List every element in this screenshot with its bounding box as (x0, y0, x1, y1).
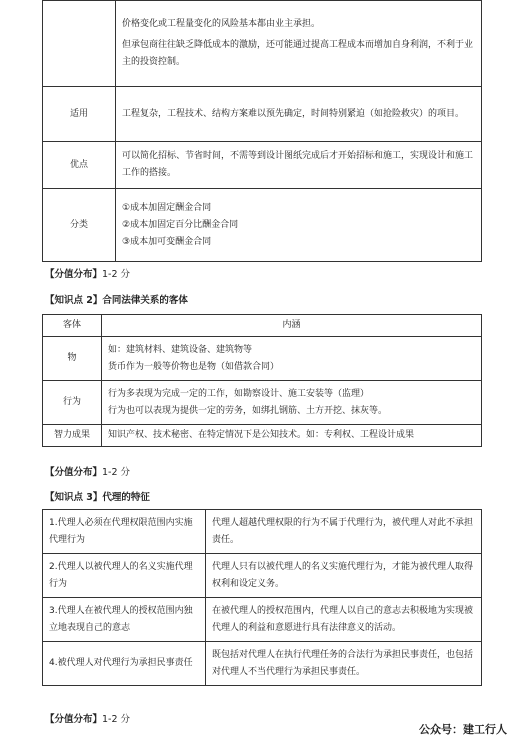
row-label: 物 (43, 337, 102, 381)
row-content (116, 1, 482, 87)
feature-cell: 4.被代理人对代理行为承担民事责任 (43, 642, 206, 686)
score-value: 1-2 分 (102, 714, 131, 725)
score-value: 1-2 分 (102, 467, 131, 478)
table-row (43, 87, 482, 142)
content-line: 价格变化或工程量变化的风险基本都由业主承担。 (122, 19, 321, 29)
explanation-cell: 在被代理人的授权范围内，代理人以自己的意志去积极地为实现被代理人的利益和意愿进行具有法律意义的活动。 (206, 598, 482, 642)
table-row (43, 598, 482, 642)
agency-features-table (42, 509, 482, 686)
column-header: 内涵 (102, 315, 482, 337)
score-distribution (45, 464, 130, 478)
row-content: 工程复杂，工程技术、结构方案难以预先确定，时间特别紧迫（如抢险救灾）的项目。 (116, 87, 482, 142)
score-distribution (45, 711, 130, 725)
row-content: 可以简化招标、节省时间，不需等到设计图纸完成后才开始招标和施工，实现设计和施工工作的搭接。 (116, 142, 482, 189)
table-row (43, 554, 482, 598)
row-label (43, 1, 116, 87)
section-title: 【知识点 3】代理的特征 (45, 492, 150, 503)
content-line: 行为多表现为完成一定的工作，如勘察设计、施工安装等（监理） (108, 388, 370, 399)
feature-cell: 1.代理人必须在代理权限范围内实施代理行为 (43, 510, 206, 554)
feature-cell: 3.代理人在被代理人的授权范围内独立地表现自己的意志 (43, 598, 206, 642)
explanation-cell: 代理人只有以被代理人的名义实施代理行为，才能为被代理人取得权利和设定义务。 (206, 554, 482, 598)
row-label: 行为 (43, 381, 102, 425)
table-row (43, 381, 482, 425)
table-row (43, 425, 482, 447)
section-title: 【知识点 2】合同法律关系的客体 (45, 295, 188, 306)
score-label: 【分值分布】 (45, 714, 103, 725)
content-line: 如：建筑材料、建筑设备、建筑物等 (108, 344, 253, 355)
table-row (43, 510, 482, 554)
explanation-cell: 代理人超越代理权限的行为不属于代理行为，被代理人对此不承担责任。 (206, 510, 482, 554)
row-label: 智力成果 (43, 425, 102, 447)
row-content (116, 189, 482, 262)
score-label: 【分值分布】 (45, 467, 103, 478)
table-row (43, 1, 482, 87)
explanation-cell: 既包括对代理人在执行代理任务的合法行为承担民事责任，也包括对代理人不当代理行为承担民事责任。 (206, 642, 482, 686)
content-line: ①成本加固定酬金合同 (122, 202, 212, 213)
column-header: 客体 (43, 315, 102, 337)
watermark: 公众号：建工行人 (419, 723, 507, 736)
content-line: 行为也可以表现为提供一定的劳务，如绑扎钢筋、土方开挖、抹灰等。 (108, 405, 388, 416)
table-header-row (43, 315, 482, 337)
feature-cell: 2.代理人以被代理人的名义实施代理行为 (43, 554, 206, 598)
content-line: 但承包商往往缺乏降低成本的激励，还可能通过提高工程成本而增加自身利润，不利于业主的投资控制。 (122, 40, 474, 67)
score-distribution (45, 266, 130, 280)
table-row (43, 337, 482, 381)
content-line: 货币作为一般等价物也是物（如借款合同） (108, 361, 280, 372)
table-row (43, 189, 482, 262)
table-row (43, 642, 482, 686)
score-value: 1-2 分 (102, 269, 131, 280)
row-label: 优点 (43, 142, 116, 189)
row-content: 知识产权、技术秘密、在特定情况下是公知技术。如：专利权、工程设计成果 (102, 425, 482, 447)
content-line: ②成本加固定百分比酬金合同 (122, 219, 239, 230)
row-label: 分类 (43, 189, 116, 262)
contract-object-table (42, 314, 482, 447)
score-label: 【分值分布】 (45, 269, 103, 280)
content-line: ③成本加可变酬金合同 (122, 236, 212, 247)
row-content (102, 381, 482, 425)
contract-types-table (42, 0, 482, 262)
row-content (102, 337, 482, 381)
table-row (43, 142, 482, 189)
row-label: 适用 (43, 87, 116, 142)
